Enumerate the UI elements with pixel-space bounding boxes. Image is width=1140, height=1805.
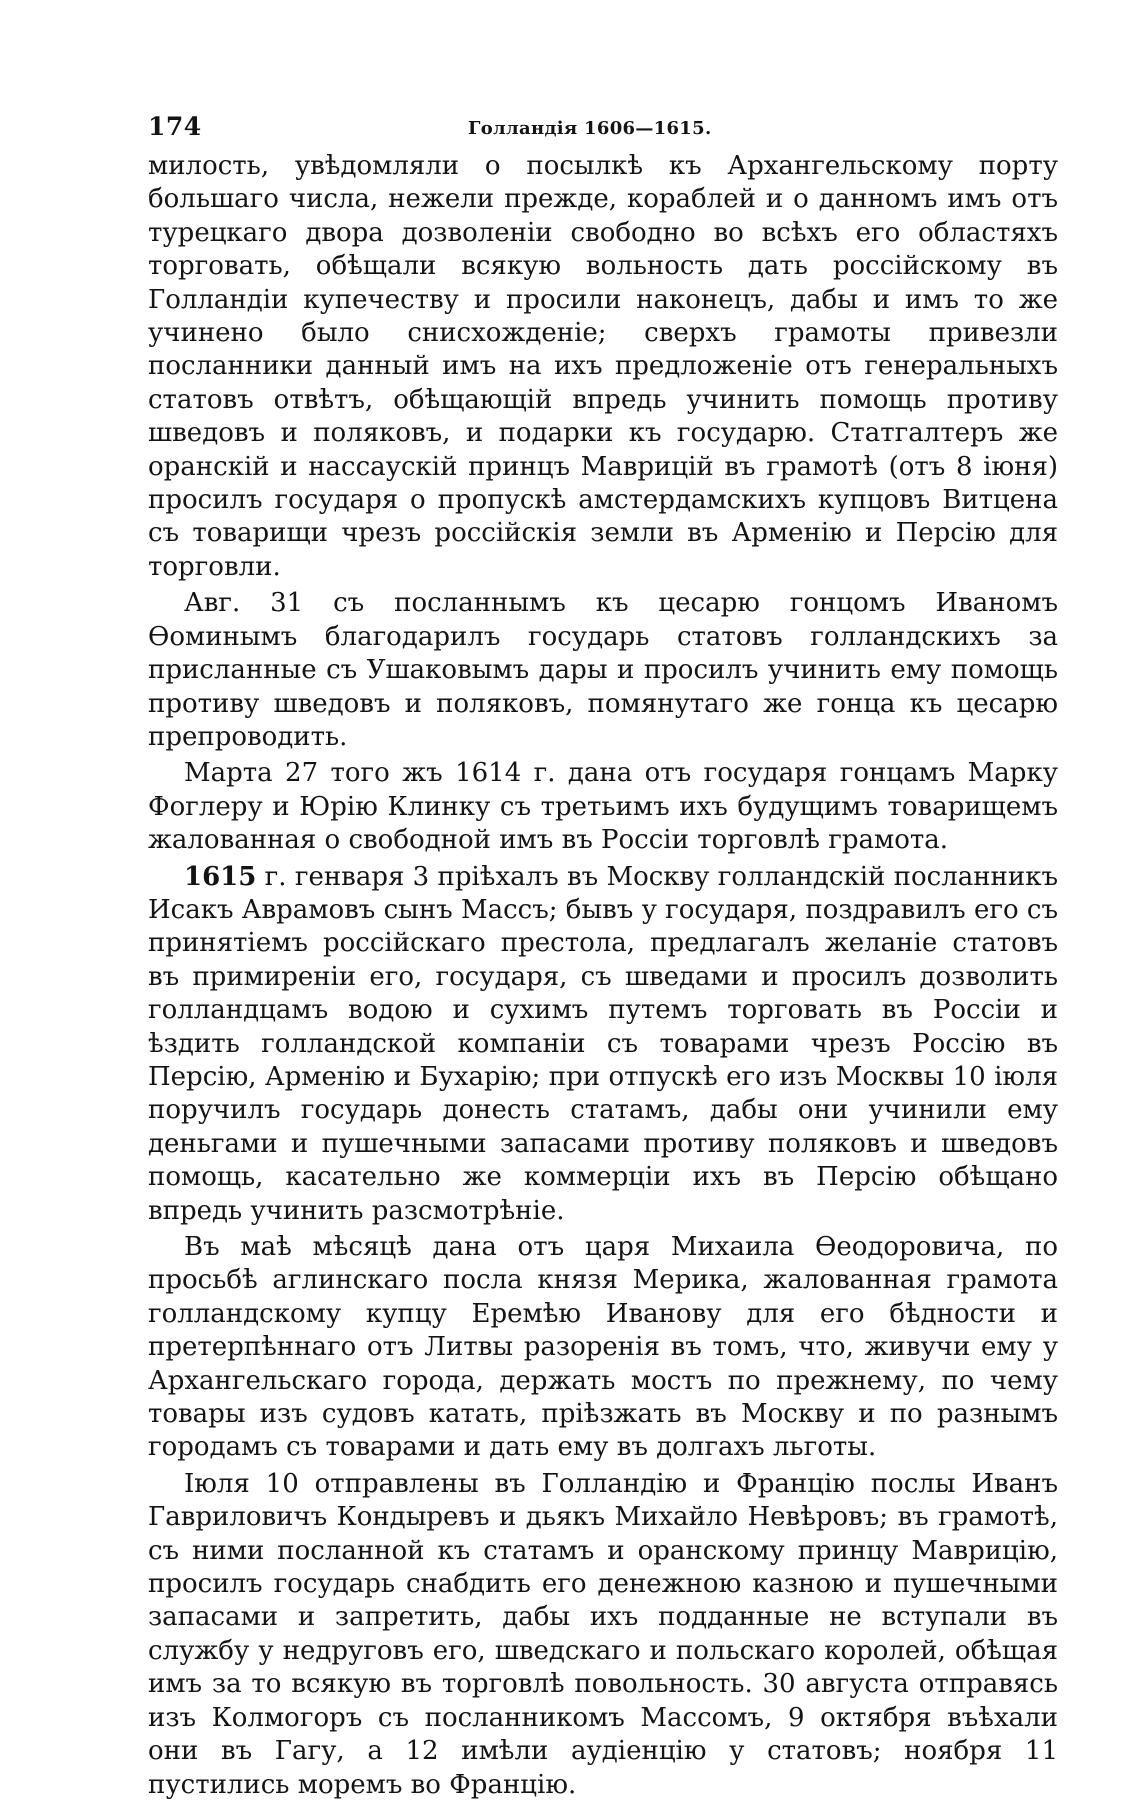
body-text — [148, 150, 1058, 1805]
paragraph-july-10 — [148, 1468, 1058, 1802]
paragraph-march-27 — [148, 757, 1058, 857]
paragraph-text: Іюля 10 отправлены въ Голландію и Францію послы Иванъ Гавриловичъ Кондыревъ и дьякъ Михайло Невѣровъ; въ грамотѣ, съ ними посланной къ статамъ и оранскому принцу Маврицію, просилъ государь снабдить его денежною казною и пушечными запасами и запретить, дабы ихъ подданные не вступали въ службу у недруговъ его, шведскаго и польскаго королей, обѣщая имъ за то всякую въ торговлѣ повольность. 30 августа отправясь изъ Колмогоръ съ посланникомъ Массомъ, 9 октября въѣхали они въ Гагу, а 12 имѣли аудіенцію у статовъ; ноября 11 пустились моремъ во Францію. — [148, 1468, 1058, 1800]
paragraph-aug-31 — [148, 587, 1058, 754]
paragraph-text: Въ маѣ мѣсяцѣ дана отъ царя Михаила Ѳеодоровича, по просьбѣ аглинскаго посла князя Мерика, жалованная грамота голландскому купцу Еремѣю Иванову для его бѣдности и претерпѣннаго отъ Литвы разоренія въ томъ, что, живучи ему у Архангельскаго города, держать мостъ по прежнему, по чему товары изъ судовъ катать, пріѣзжать въ Москву и по разнымъ городамъ съ товарами и дать ему въ долгахъ льготы. — [148, 1232, 1058, 1463]
paragraph-text: Авг. 31 съ посланнымъ къ цесарю гонцомъ Иваномъ Ѳоминымъ благодарилъ государь статовъ голландскихъ за присланные съ Ушаковымъ дары и просилъ учинить ему помощь противу шведовъ и поляковъ, помянутаго же гонца къ цесарю препроводить. — [148, 588, 1058, 752]
paragraph-in-may — [148, 1231, 1058, 1465]
year-heading: 1615 — [184, 861, 257, 892]
paragraph-text: г. генваря 3 пріѣхалъ въ Москву голландскій посланникъ Исакъ Аврамовъ сынъ Массъ; бывъ у государя, поздравилъ его съ принятіемъ россійскаго престола, предлагалъ желаніе статовъ въ примиреніи его, государя, съ шведами и просилъ дозволить голландцамъ водою и сухимъ путемъ торговать въ Россіи и ѣздить голландской компаніи съ товарами чрезъ Россію въ Персію, Арменію и Бухарію; при отпускѣ его изъ Москвы 10 іюля поручилъ государь донесть статамъ, дабы они учинили ему деньгами и пушечными запасами противу поляковъ и шведовъ помощь, касательно же коммерціи ихъ въ Персію обѣщано впредь учинить разсмотрѣніе. — [148, 861, 1058, 1226]
running-head: Голландія 1606—1615. — [468, 118, 712, 139]
paragraph-continuation — [148, 150, 1058, 584]
page-header — [148, 112, 1058, 146]
page-number: 174 — [148, 112, 202, 141]
paragraph-text: милость, увѣдомляли о посылкѣ къ Архангельскому порту большаго числа, нежели прежде, кораблей и о данномъ имъ отъ турецкаго двора дозволеніи свободно во всѣхъ его областяхъ торговать, обѣщали всякую вольность дать россійскому въ Голландіи купечеству и просили наконецъ, дабы и имъ то же учинено было снисхожденіе; сверхъ грамоты привезли посланники данный имъ на ихъ предложеніе отъ генеральныхъ статовъ отвѣтъ, обѣщающій впредь учинить помощь противу шведовъ и поляковъ, и подарки къ государю. Статгалтеръ же оранскій и нассаускій принцъ Маврицій въ грамотѣ (отъ 8 іюня) просилъ государя о пропускѣ амстердамскихъ купцовъ Витцена съ товарищи чрезъ россійскія земли въ Арменію и Персію для торговли. — [148, 151, 1058, 582]
paragraph-text: Марта 27 того жъ 1614 г. дана отъ государя гонцамъ Марку Фоглеру и Юрію Клинку съ третьимъ ихъ будущимъ товарищемъ жалованная о свободной имъ въ Россіи торговлѣ грамота. — [148, 758, 1058, 856]
paragraph-year-1615 — [148, 861, 1058, 1228]
